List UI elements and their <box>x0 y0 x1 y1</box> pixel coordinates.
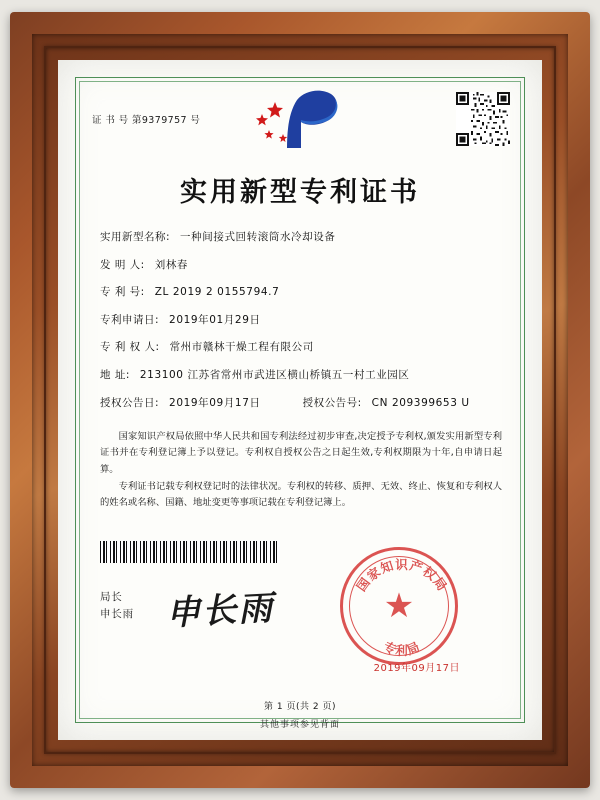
field-label: 实用新型名称: <box>100 231 171 243</box>
field-label: 专 利 权 人: <box>100 341 160 354</box>
back-note: 其他事项参见背面 <box>259 720 340 730</box>
field-label: 授权公告日: <box>100 396 160 409</box>
field-value: 刘林春 <box>154 258 189 271</box>
paragraph: 国家知识产权局依照中华人民共和国专利法经过初步审查,决定授予专利权,颁发实用新型专利证书并在专利登记簿上予以登记。专利权自授权公告之日起生效,专利权期限为十年,自申请日起算。 <box>100 431 502 475</box>
field-label: 地 址: <box>100 368 130 381</box>
seal-date: 2019年09月17日 <box>373 663 460 675</box>
paragraph: 专利证书记载专利权登记时的法律状况。专利权的转移、质押、无效、终止、恢复和专利权人的姓名或名称、国籍、地址变更等事项记载在专利登记簿上。 <box>100 480 502 509</box>
field-value: 常州市赣林干燥工程有限公司 <box>169 341 314 354</box>
director-name: 申长雨 <box>100 607 134 620</box>
field-address <box>100 369 506 382</box>
field-value: 一种间接式回转滚筒水冷却设备 <box>180 231 336 243</box>
field-value: 2019年01月29日 <box>169 313 261 326</box>
field-label: 专利申请日: <box>100 313 160 326</box>
field-label: 发 明 人: <box>100 258 145 271</box>
patent-emblem-icon <box>245 86 355 158</box>
field-value: ZL 2019 2 0155794.7 <box>154 286 280 299</box>
field-inventor <box>100 259 506 272</box>
certificate-paper <box>58 60 542 740</box>
director-labels <box>100 589 134 622</box>
field-grant-announcement <box>100 397 506 410</box>
certificate-frame <box>10 12 590 788</box>
seal-star-icon: ★ <box>383 586 415 627</box>
certificate-header <box>88 86 512 162</box>
qr-code-icon <box>456 92 510 146</box>
certificate-number: 证 书 号 第9379757 号 <box>92 115 201 126</box>
official-seal <box>340 547 458 665</box>
field-application-date <box>100 314 506 327</box>
field-patentee <box>100 341 506 354</box>
page-title: 实用新型专利证书 <box>180 177 420 208</box>
seal-bottom-text: 专利局 <box>381 639 423 659</box>
legal-paragraphs <box>88 429 512 511</box>
field-label-secondary: 授权公告号: <box>302 396 362 409</box>
barcode <box>100 541 280 563</box>
field-value-secondary: CN 209399653 U <box>371 396 470 409</box>
certificate-content <box>88 86 512 714</box>
signature-area <box>88 541 512 675</box>
seal-arc-text: 国家知识产权局 <box>353 557 451 595</box>
field-value: 2019年09月17日 <box>169 396 261 409</box>
page-number: 第 1 页(共 2 页) <box>264 702 336 712</box>
field-label: 专 利 号: <box>100 286 145 299</box>
director-title: 局长 <box>100 591 123 604</box>
field-utility-model-name <box>100 231 506 244</box>
field-patent-number <box>100 286 506 299</box>
handwritten-signature: 申长雨 <box>165 588 276 635</box>
field-value: 213100 江苏省常州市武进区横山桥镇五一村工业园区 <box>139 368 410 381</box>
field-list <box>88 231 512 409</box>
